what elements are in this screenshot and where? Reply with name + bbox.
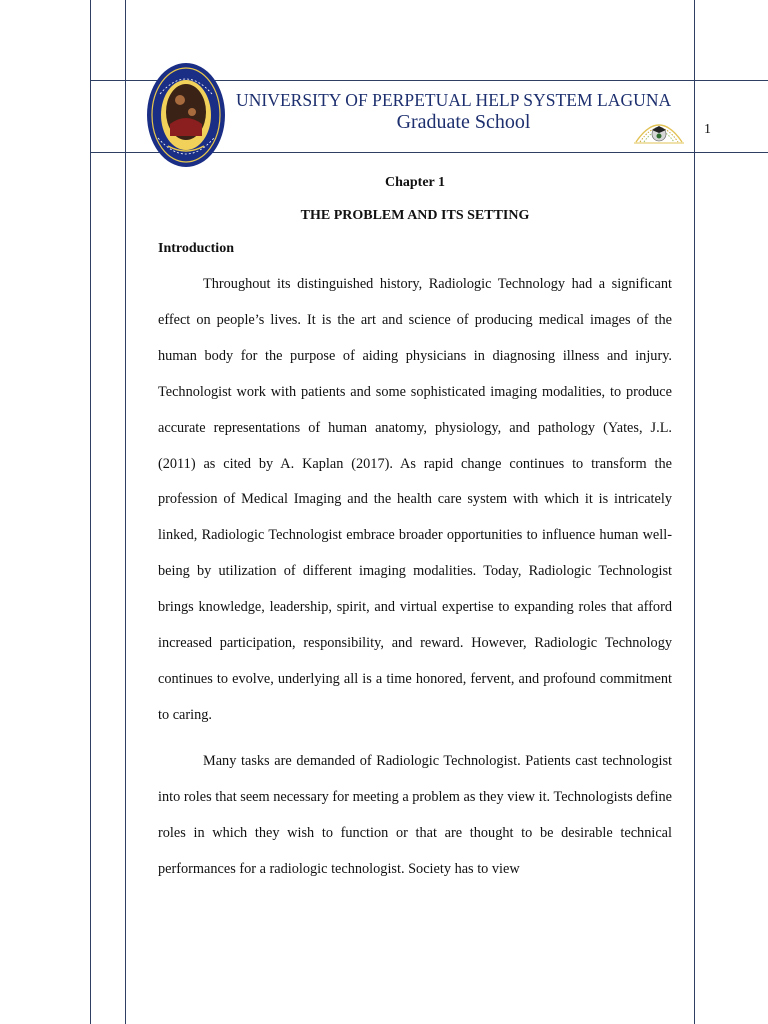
document-header [0,0,768,170]
page-number: 1 [704,122,711,137]
body-paragraph: Throughout its distinguished history, Radiologic Technology had a significant effect on people’s lives. It is the art and science of producing medical images of the human body for the purpose of aiding physicians in diagnosing illness and injury. Technologist work with patients and some sophisticated imaging modalities, to produce accurate representations of human anatomy, physiology, and pathology (Yates, J.L. (2011) as cited by A. Kaplan (2017). As rapid change continues to transform the profession of Medical Imaging and the health care system with which it is intricately linked, Radiologic Technologist embrace broader opportunities to influence human well-being by utilization of different imaging modalities. Today, Radiologic Technologist brings knowledge, leadership, spirit, and virtual expertise to expanding roles that afford increased participation, responsibility, and reward. However, Radiologic Technology continues to evolve, underlying all is a time honored, fervent, and profound commitment to caring. [158,276,672,723]
university-name: UNIVERSITY OF PERPETUAL HELP SYSTEM LAGUNA [236,90,672,110]
chapter-title: THE PROBLEM AND ITS SETTING [300,208,530,223]
chapter-number: Chapter 1 [384,175,446,190]
body-paragraph: Many tasks are demanded of Radiologic Technologist. Patients cast technologist into roles that seem necessary for meeting a problem as they view it. Technologists define roles in which they wish to function or that are thought to be desirable technical performances for a radiologic technologist. Society has to view [158,753,672,877]
section-heading: Introduction [158,241,234,256]
school-name: Graduate School [396,111,531,133]
university-seal-logo [146,62,226,168]
graduate-school-emblem-logo [632,112,686,148]
